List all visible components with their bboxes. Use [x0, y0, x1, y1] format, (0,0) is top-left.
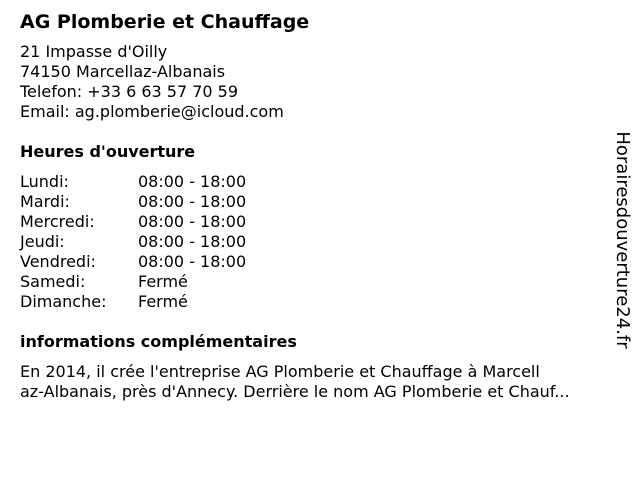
site-watermark: Horairesdouverture24.fr — [612, 131, 633, 349]
info-line: az-Albanais, près d'Annecy. Derrière le nom AG Plomberie et Chauf... — [20, 382, 570, 401]
hours-row-wednesday — [20, 212, 610, 232]
day-hours: Fermé — [138, 272, 188, 291]
day-label: Dimanche: — [20, 292, 107, 311]
hours-row-saturday — [20, 272, 610, 292]
day-label: Samedi: — [20, 272, 86, 291]
hours-row-sunday — [20, 292, 610, 312]
day-hours: 08:00 - 18:00 — [138, 252, 247, 271]
hours-row-monday — [20, 172, 610, 192]
day-label: Vendredi: — [20, 252, 96, 271]
day-hours: 08:00 - 18:00 — [138, 192, 247, 211]
hours-row-thursday — [20, 232, 610, 252]
additional-info-text — [20, 362, 610, 402]
day-label: Mardi: — [20, 192, 70, 211]
day-hours: Fermé — [138, 292, 188, 311]
additional-info-heading: informations complémentaires — [20, 332, 297, 351]
info-line: En 2014, il crée l'entreprise AG Plomberie et Chauffage à Marcell — [20, 362, 540, 381]
hours-row-tuesday — [20, 192, 610, 212]
day-hours: 08:00 - 18:00 — [138, 172, 247, 191]
email-address: Email: ag.plomberie@icloud.com — [20, 102, 284, 121]
opening-hours-heading: Heures d'ouverture — [20, 142, 196, 161]
hours-row-friday — [20, 252, 610, 272]
contact-block — [20, 42, 610, 122]
phone-number: Telefon: +33 6 63 57 70 59 — [20, 82, 239, 101]
day-label: Mercredi: — [20, 212, 95, 231]
day-hours: 08:00 - 18:00 — [138, 212, 247, 231]
business-name: AG Plomberie et Chauffage — [20, 11, 310, 33]
address-city: 74150 Marcellaz-Albanais — [20, 62, 226, 81]
opening-hours-table — [20, 172, 610, 312]
day-label: Lundi: — [20, 172, 69, 191]
day-label: Jeudi: — [20, 232, 65, 251]
day-hours: 08:00 - 18:00 — [138, 232, 247, 251]
business-card — [20, 8, 610, 402]
address-street: 21 Impasse d'Oilly — [20, 42, 168, 61]
